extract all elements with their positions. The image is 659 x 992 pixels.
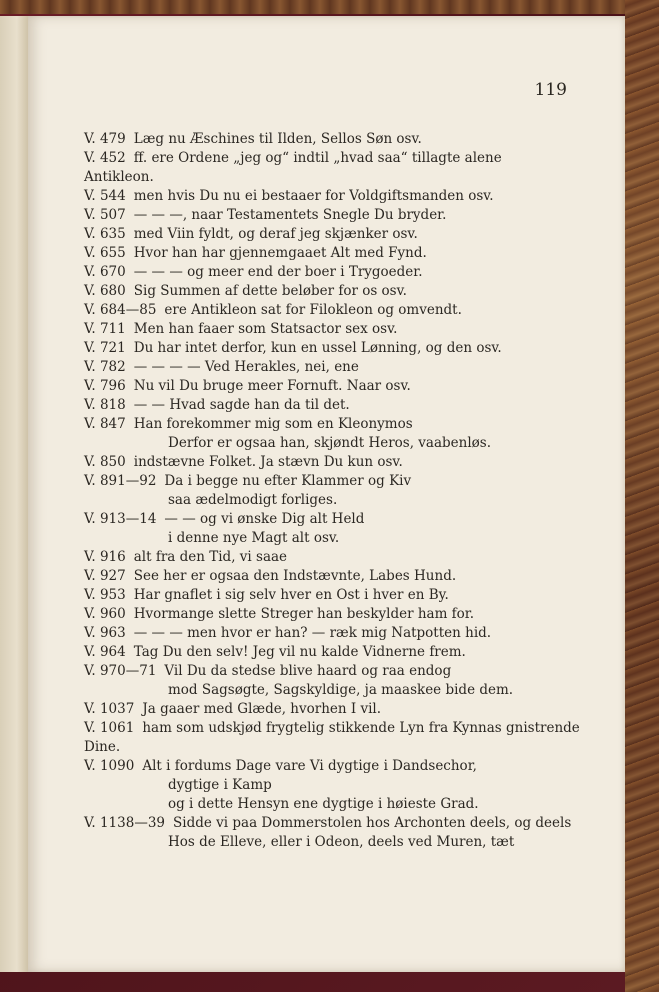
verse-reference: V. 953: [84, 587, 126, 603]
verse-reference: V. 1037: [84, 701, 135, 717]
verse-reference: V. 963: [84, 625, 126, 641]
note-entry: [84, 453, 544, 472]
note-entry: [84, 282, 544, 301]
note-entry: [84, 320, 544, 339]
note-text: — — —, naar Testamentets Snegle Du bryder.: [133, 207, 447, 223]
note-entry: [84, 149, 544, 168]
note-text: — — og vi ønske Dig alt Held: [164, 511, 365, 527]
verse-reference: V. 544: [84, 188, 126, 204]
note-entry: [84, 396, 544, 415]
note-entry: [84, 225, 544, 244]
note-entry: [84, 187, 544, 206]
verse-reference: V. 655: [84, 245, 126, 261]
note-text: Men han faaer som Statsactor sex osv.: [133, 321, 398, 337]
note-text: Hvor han har gjennemgaaet Alt med Fynd.: [133, 245, 427, 261]
verse-reference: V. 927: [84, 568, 126, 584]
note-text: Tag Du den selv! Jeg vil nu kalde Vidnerne frem.: [133, 644, 466, 660]
note-text: Han forekommer mig som en Kleonymos: [133, 416, 413, 432]
notes-list: [84, 130, 580, 852]
note-entry: [84, 662, 544, 681]
note-entry: [84, 643, 544, 662]
note-continuation: Derfor er ogsaa han, skjøndt Heros, vaabenløs.: [168, 435, 492, 451]
note-entry: [84, 510, 544, 529]
note-entry: [84, 244, 544, 263]
note-text: Hvormange slette Streger han beskylder ham for.: [133, 606, 475, 622]
note-text: Vil Du da stedse blive haard og raa endog: [164, 663, 452, 679]
note-text: — — — men hvor er han? — ræk mig Natpotten hid.: [133, 625, 492, 641]
verse-reference: V. 721: [84, 340, 126, 356]
note-text: men hvis Du nu ei bestaaer for Voldgiftsmanden osv.: [133, 188, 494, 204]
note-entry: [84, 377, 544, 396]
note-text: indstævne Folket. Ja stævn Du kun osv.: [133, 454, 403, 470]
verse-reference: V. 670: [84, 264, 126, 280]
verse-reference: V. 850: [84, 454, 126, 470]
note-entry: [84, 206, 544, 225]
verse-reference: V. 684—85: [84, 302, 157, 318]
note-entry: [84, 339, 544, 358]
note-continuation: saa ædelmodigt forliges.: [168, 492, 338, 508]
note-text: — — — — Ved Herakles, nei, ene: [133, 359, 359, 375]
page-number: 119: [534, 80, 567, 100]
note-text: Har gnaflet i sig selv hver en Ost i hver en By.: [133, 587, 449, 603]
verse-reference: V. 970—71: [84, 663, 157, 679]
note-text: — — Hvad sagde han da til det.: [133, 397, 350, 413]
note-entry: [84, 130, 544, 149]
verse-reference: V. 796: [84, 378, 126, 394]
note-text: Du har intet derfor, kun en ussel Lønning, og den osv.: [133, 340, 502, 356]
note-entry: [84, 472, 544, 491]
verse-reference: V. 479: [84, 131, 126, 147]
note-entry: [84, 605, 544, 624]
note-continuation: og i dette Hensyn ene dygtige i høieste Grad.: [168, 796, 479, 812]
note-text: Ja gaaer med Glæde, hvorhen I vil.: [142, 701, 382, 717]
verse-reference: V. 916: [84, 549, 126, 565]
verse-reference: V. 635: [84, 226, 126, 242]
note-entry: [84, 757, 544, 776]
note-entry: [84, 358, 544, 377]
note-entry: [84, 586, 544, 605]
note-entry: [84, 301, 544, 320]
verse-reference: V. 1138—39: [84, 815, 166, 831]
verse-reference: V. 782: [84, 359, 126, 375]
page-gutter: [0, 16, 28, 972]
note-text: Sig Summen af dette beløber for os osv.: [133, 283, 407, 299]
note-text: See her er ogsaa den Indstævnte, Labes Hund.: [133, 568, 457, 584]
verse-reference: V. 1090: [84, 758, 135, 774]
verse-reference: V. 847: [84, 416, 126, 432]
note-continuation: Dine.: [84, 739, 121, 755]
verse-reference: V. 964: [84, 644, 126, 660]
verse-reference: V. 891—92: [84, 473, 157, 489]
note-entry: [84, 263, 544, 282]
note-text: Læg nu Æschines til Ilden, Sellos Søn osv.: [133, 131, 422, 147]
note-entry: [84, 624, 544, 643]
note-entry: [84, 567, 544, 586]
note-text: Nu vil Du bruge meer Fornuft. Naar osv.: [133, 378, 411, 394]
verse-reference: V. 507: [84, 207, 126, 223]
verse-reference: V. 913—14: [84, 511, 157, 527]
note-text: Alt i fordums Dage vare Vi dygtige i Dandsechor,: [142, 758, 477, 774]
note-continuation: Antikleon.: [84, 169, 154, 185]
note-entry: [84, 814, 572, 833]
note-continuation: dygtige i Kamp: [168, 777, 272, 793]
note-entry: [84, 415, 544, 434]
verse-reference: V. 680: [84, 283, 126, 299]
note-continuation: Hos de Elleve, eller i Odeon, deels ved Muren, tæt: [168, 834, 515, 850]
note-text: ham som udskjød frygtelig stikkende Lyn fra Kynnas gnistrende: [142, 720, 580, 736]
verse-reference: V. 1061: [84, 720, 135, 736]
note-continuation: mod Sagsøgte, Sagskyldige, ja maaskee bide dem.: [168, 682, 514, 698]
verse-reference: V. 711: [84, 321, 126, 337]
verse-reference: V. 818: [84, 397, 126, 413]
verse-reference: V. 452: [84, 150, 126, 166]
note-entry: [84, 719, 580, 738]
note-text: med Viin fyldt, og deraf jeg skjænker osv.: [133, 226, 418, 242]
note-text: alt fra den Tid, vi saae: [133, 549, 288, 565]
note-text: ff. ere Ordene „jeg og“ indtil „hvad saa“ tillagte alene: [133, 150, 502, 166]
note-text: ere Antikleon sat for Filokleon og omvendt.: [164, 302, 462, 318]
marbled-edge-right: [625, 0, 659, 992]
note-entry: [84, 700, 544, 719]
marbled-edge-top: [0, 0, 659, 14]
note-continuation: i denne nye Magt alt osv.: [168, 530, 340, 546]
note-text: Da i begge nu efter Klammer og Kiv: [164, 473, 412, 489]
note-text: — — — og meer end der boer i Trygoeder.: [133, 264, 423, 280]
note-text: Sidde vi paa Dommerstolen hos Archonten deels, og deels: [173, 815, 572, 831]
note-entry: [84, 548, 544, 567]
verse-reference: V. 960: [84, 606, 126, 622]
